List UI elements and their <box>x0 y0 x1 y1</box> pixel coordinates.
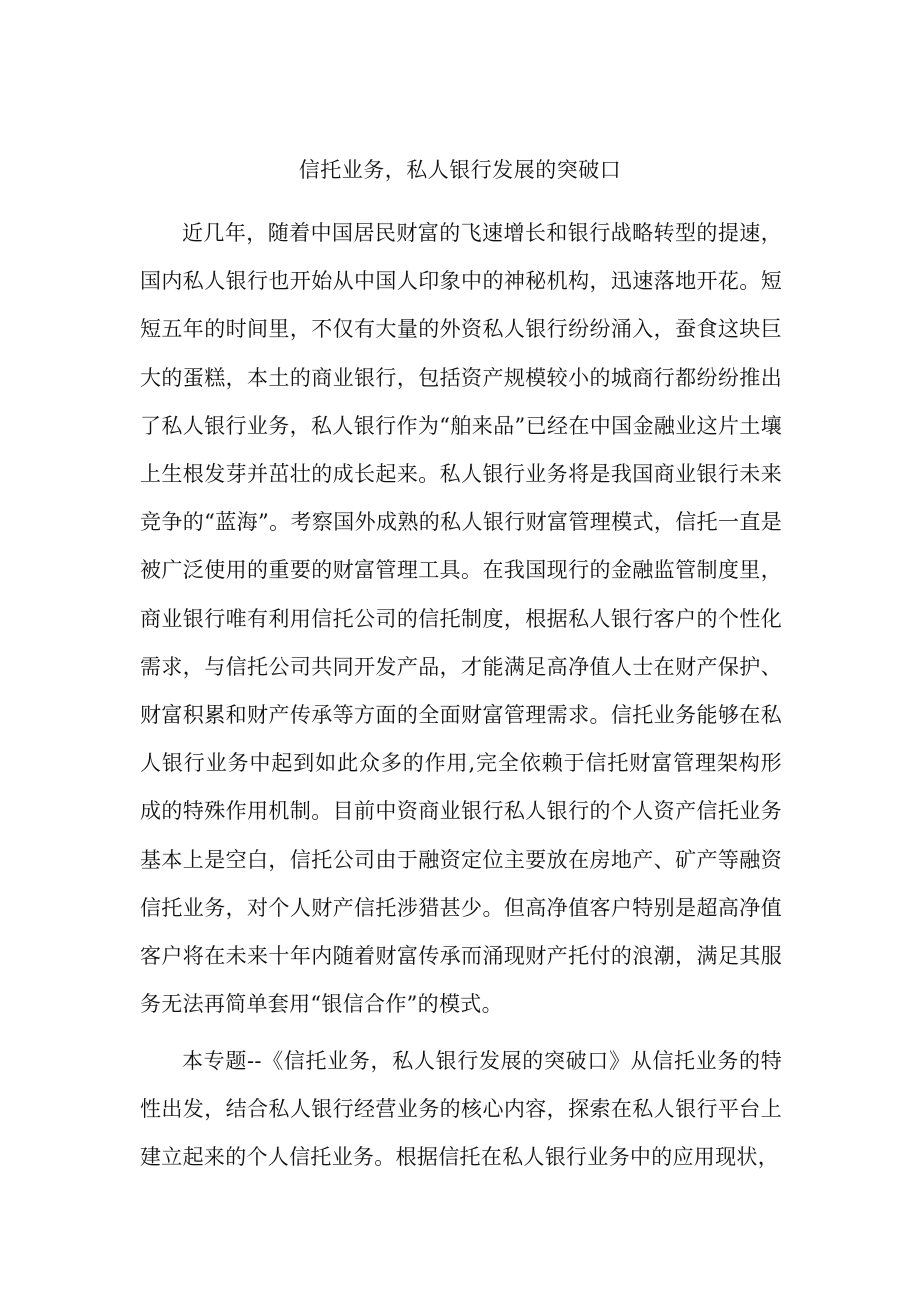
document-title: 信托业务，私人银行发展的突破口 <box>298 158 622 182</box>
body-paragraph-1: 近几年，随着中国居民财富的飞速增长和银行战略转型的提速，国内私人银行也开始从中国人印象中的神秘机构，迅速落地开花。短短五年的时间里，不仅有大量的外资私人银行纷纷涌入，蚕食这块巨大的蛋糕，本土的商业银行，包括资产规模较小的城商行都纷纷推出了私人银行业务，私人银行作为“舶来品”已经在中国金融业这片土壤上生根发芽并茁壮的成长起来。私人银行业务将是我国商业银行未来竞争的“蓝海”。考察国外成熟的私人银行财富管理模式，信托一直是被广泛使用的重要的财富管理工具。在我国现行的金融监管制度里，商业银行唯有利用信托公司的信托制度，根据私人银行客户的个性化需求，与信托公司共同开发产品，才能满足高净值人士在财产保护、财富积累和财产传承等方面的全面财富管理需求。信托业务能够在私人银行业务中起到如此众多的作用,完全依赖于信托财富管理架构形成的特殊作用机制。目前中资商业银行私人银行的个人资产信托业务基本上是空白，信托公司由于融资定位主要放在房地产、矿产等融资信托业务，对个人财产信托涉猎甚少。但高净值客户特别是超高净值客户将在未来十年内随着财富传承而涌现财产托付的浪潮，满足其服务无法再简单套用“银信合作”的模式。 <box>140 221 782 1017</box>
body-paragraph-2: 本专题--《信托业务，私人银行发展的突破口》从信托业务的特性出发，结合私人银行经营业务的核心内容，探索在私人银行平台上建立起来的个人信托业务。根据信托在私人银行业务中的应用现状， <box>140 1049 782 1170</box>
